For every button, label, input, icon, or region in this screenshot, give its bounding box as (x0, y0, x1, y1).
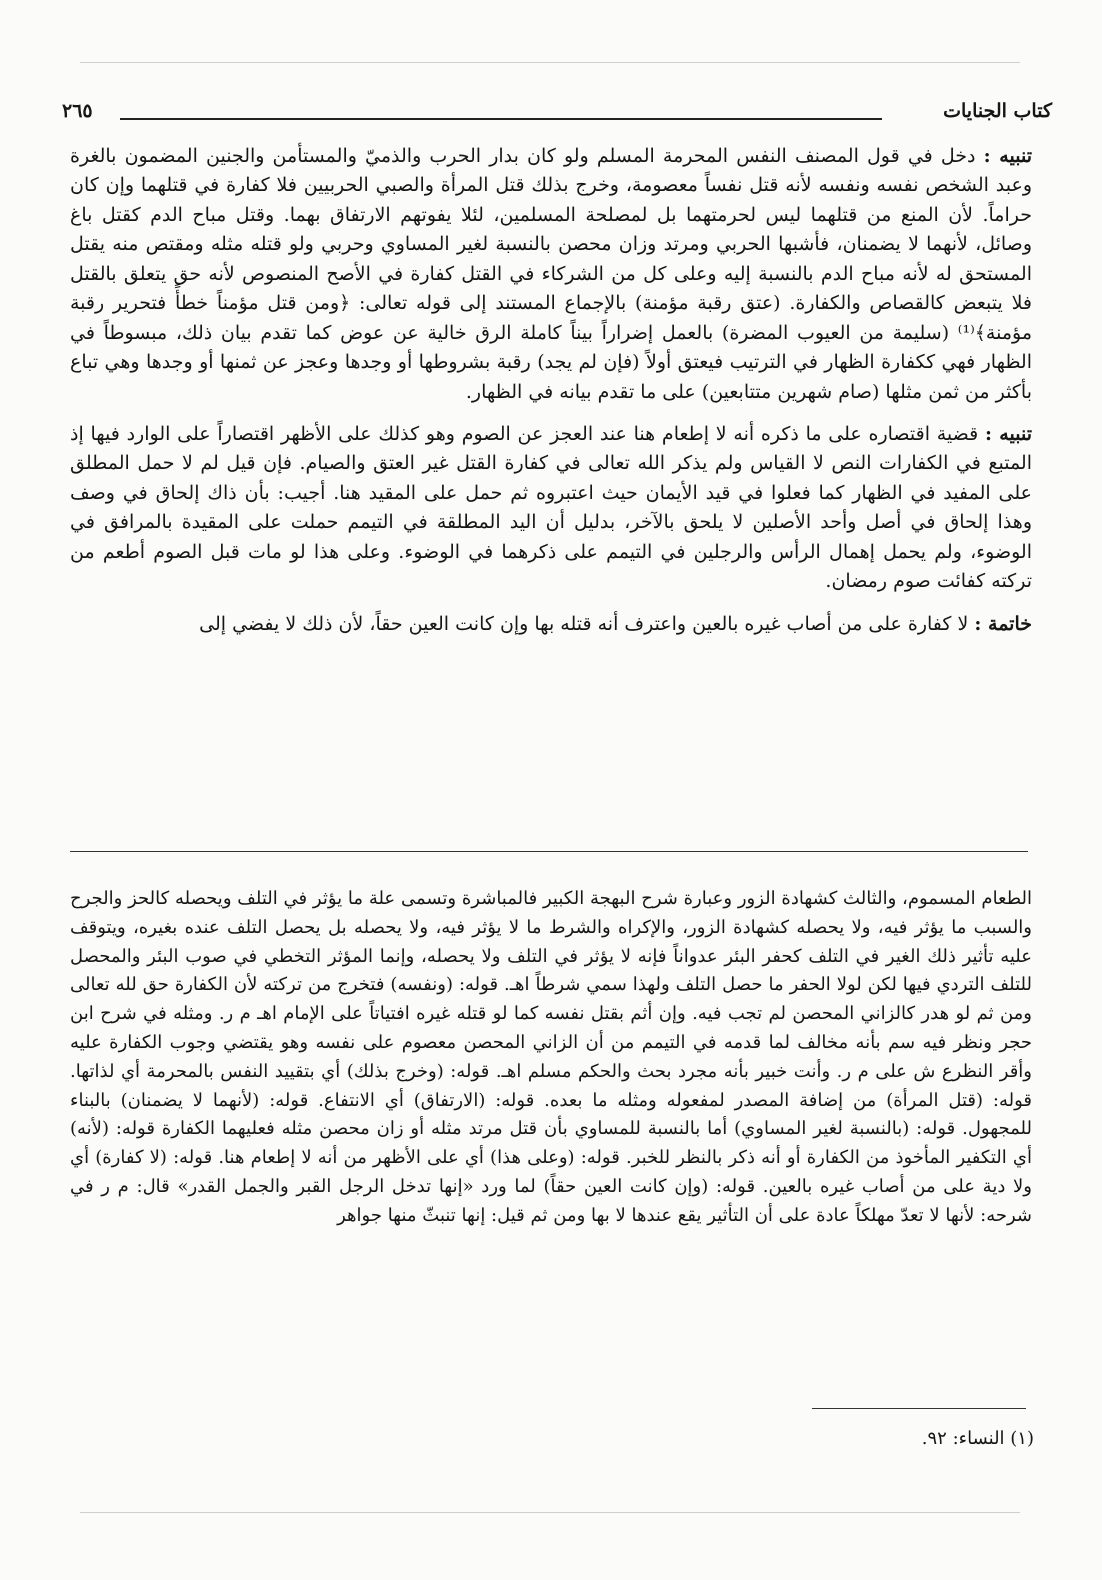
footnote-rule (812, 1408, 1026, 1409)
scan-artifact-bottom (80, 1512, 1020, 1513)
note-paragraph-1 (70, 142, 1032, 407)
note-paragraph-2 (70, 420, 1032, 597)
main-text (70, 142, 1032, 652)
note-label: تنبيه : (983, 145, 1032, 167)
page-number: ٢٦٥ (62, 100, 93, 122)
conclusion-body: لا كفارة على من أصاب غيره بالعين واعترف أنه قتله بها وإن كانت العين حقاً، لأن ذلك لا يفضي إلى (199, 612, 969, 635)
commentary-text (70, 885, 1032, 1231)
commentary-body: الطعام المسموم، والثالث كشهادة الزور وعبارة شرح البهجة الكبير فالمباشرة وتسمى علة ما يؤثر في التلف ويحصله كالحز والجرح والسبب ما يؤثر فيه، ولا يحصله كشهادة الزور، والإكراه والشرط ما لا يؤثر فيه، ولا يحصله بل يحصل التلف عنده بغيره، ويتوقف عليه تأثير ذلك الغير في التلف كحفر البئر عدواناً فإنه لا يؤثر في التلف ولا يحصله، وإنما المؤثر التخطي في صوب البئر والمحصل للتلف التردي فيها لكن لولا الحفر ما حصل التلف ولهذا سمي شرطاً اهـ. قوله: (ونفسه) فتخرج من تركته لأن الكفارة حق لله تعالى ومن ثم لو هدر كالزاني المحصن لم تجب فيه. وإن أثم بقتل نفسه كما لو قتله غيره افتياتاً على الإمام اهـ م ر. ومثله في شرح ابن حجر ونظر فيه سم بأنه مخالف لما قدمه في التيمم من أن الزاني المحصن معصوم على نفسه وهو يقتضي وجوب الكفارة عليه وأقر النظرع ش على م ر. وأنت خبير بأنه مجرد بحث والحكم مسلم اهـ. قوله: (وخرج بذلك) أي بتقييد النفس بالمحرمة أي لذاتها. قوله: (قتل المرأة) من إضافة المصدر لمفعوله ومثله ما بعده. قوله: (الارتفاق) أي الانتفاع. قوله: (لأنهما لا يضمنان) بالبناء للمجهول. قوله: (بالنسبة لغير المساوي) أما بالنسبة للمساوي بأن قتل مرتد مثله أو زان محصن مثله فعليهما الكفارة قوله: (لأنه) أي التكفير المأخوذ من الكفارة أو أنه ذكر بالنظر للخبر. قوله: (وعلى هذا) أي على الأظهر من أنه لا إطعام هنا. قوله: (لا كفارة) أي ولا دية على من أصاب غيره بالعين. قوله: (وإن كانت العين حقاً) لما ورد «إنها تدخل الرجل القبر والجمل القدر» قال: م ر في شرحه: لأنها لا تعدّ مهلكاً عادة على أن التأثير يقع عندها لا بها ومن ثم قيل: إنها تنبثّ منها جواهر (70, 888, 1032, 1226)
footnote: (١) النساء: ٩٢. (921, 1428, 1034, 1449)
note-label: تنبيه : (984, 422, 1032, 445)
conclusion-label: خاتمة : (974, 612, 1032, 635)
scan-artifact-top (80, 62, 1020, 63)
commentary-divider (70, 851, 1028, 852)
chapter-title: كتاب الجنايات (943, 100, 1052, 122)
note-body: قضية اقتصاره على ما ذكره أنه لا إطعام هنا عند العجز عن الصوم وهو كذلك على الأظهر اقتصاراً على الوارد فيها إذ المتبع في الكفارات النص لا القياس ولم يذكر الله تعالى في كفارة القتل غير العتق والصيام. فإن قيل لم لا حمل المطلق على المفيد في الظهار كما فعلوا في قيد الأيمان حيث اعتبروه ثم حمل على المقيد هنا. أجيب: بأن ذاك إلحاق في وصف وهذا إلحاق في أصل وأحد الأصلين لا يلحق بالآخر، بدليل أن اليد المطلقة في التيمم حملت على المقيدة بالمرافق في الوضوء، ولم يحمل إهمال الرأس والرجلين في التيمم على ذكرهما في الوضوء. وعلى هذا لو مات قبل الصوم أطعم من تركته كفائت صوم رمضان. (70, 422, 1032, 593)
conclusion-paragraph (70, 610, 1032, 639)
header-rule (120, 118, 882, 120)
note-body: دخل في قول المصنف النفس المحرمة المسلم ولو كان بدار الحرب والذميّ والمستأمن والجنين المضمون بالغرة وعبد الشخص نفسه ونفسه لأنه قتل نفساً معصومة، وخرج بذلك قتل المرأة والصبي الحربيين فلا كفارة في قتلهما وإن كان حراماً. لأن المنع من قتلهما ليس لحرمتهما بل لمصلحة المسلمين، لئلا يفوتهم الارتفاق بهما. وقتل مباح الدم كقتل باغ وصائل، لأنهما لا يضمنان، فأشبها الحربي ومرتد وزان محصن بالنسبة لغير المساوي وحربي ولو قتله مثله ومقتص منه يقتل المستحق له لأنه مباح الدم بالنسبة إليه وعلى كل من الشركاء في القتل كفارة في الأصح المنصوص لأنه حق يتعلق بالقتل فلا يتبعض كالقصاص والكفارة. (عتق رقبة مؤمنة) بالإجماع المستند إلى قوله تعالى: ﴿ومن قتل مؤمناً خطأً فتحرير رقبة مؤمنة﴾⁽¹⁾ (سليمة من العيوب المضرة) بالعمل إضراراً بيناً كاملة الرق خالية عن عوض كما تقدم بيان ذلك، مبسوطاً في الظهار فهي ككفارة الظهار في الترتيب فيعتق أولاً (فإن لم يجد) رقبة بشروطها أو وجدها وعجز عن ثمنها أو وجدها وهي تباع بأكثر من ثمن مثلها (صام شهرين متتابعين) على ما تقدم بيانه في الظهار. (70, 145, 1032, 403)
running-header (62, 96, 1052, 132)
